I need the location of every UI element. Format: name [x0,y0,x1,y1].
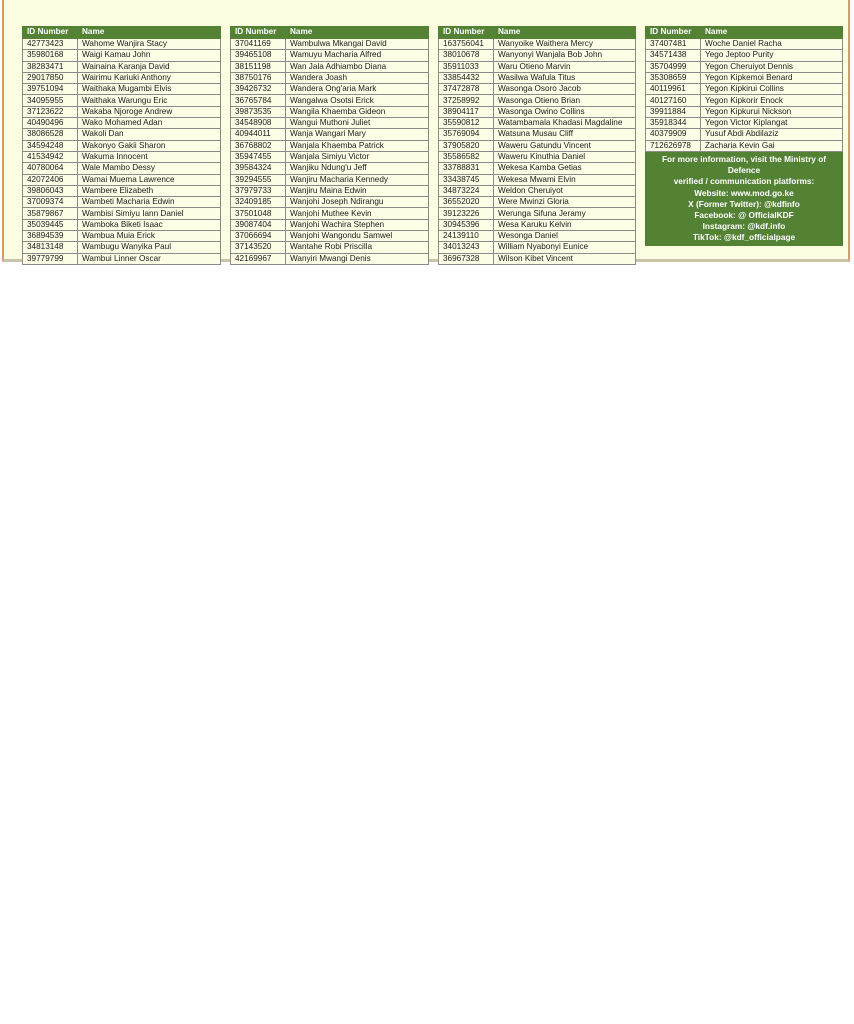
id-number-cell: 40379909 [646,129,701,140]
name-cell: Wakuma Innocent [78,151,221,162]
table-row [23,106,221,117]
name-cell: Yegon Cheruiyot Dennis [701,61,843,72]
name-cell: Wantahe Robi Priscilla [286,242,429,253]
table-row [646,72,843,83]
table-row [231,163,429,174]
id-number-cell: 37501048 [231,208,286,219]
name-cell: Wairimu Kariuki Anthony [78,72,221,83]
table-row [646,118,843,129]
id-number-cell: 35911033 [439,61,494,72]
table-row [23,163,221,174]
table-row [439,106,636,117]
table-row [439,61,636,72]
name-cell: Wambere Elizabeth [78,185,221,196]
table-row [439,242,636,253]
id-number-cell: 35586582 [439,151,494,162]
id-number-cell: 34013243 [439,242,494,253]
table-row [23,61,221,72]
id-number-cell: 34548908 [231,118,286,129]
table-row [23,185,221,196]
name-cell: Werunga Sifuna Jeramy [494,208,636,219]
id-number-cell: 34571438 [646,50,701,61]
name-cell: Yegon Kipkurui Nickson [701,106,843,117]
id-number-cell: 39294555 [231,174,286,185]
name-cell: Wasilwa Wafula Titus [494,72,636,83]
name-cell: Wainaina Karanja David [78,61,221,72]
id-number-cell: 35590812 [439,118,494,129]
table-row [23,140,221,151]
table-row [439,118,636,129]
id-number-cell: 33788831 [439,163,494,174]
name-cell: William Nyabonyi Eunice [494,242,636,253]
table-row [231,174,429,185]
id-number-cell: 39806043 [23,185,78,196]
id-number-cell: 36765784 [231,95,286,106]
name-cell: Wako Mohamed Adan [78,118,221,129]
table-row [231,39,429,50]
table-row [231,129,429,140]
name-cell: Wambui Linner Oscar [78,253,221,264]
name-cell: Wakaba Njoroge Andrew [78,106,221,117]
info-instagram: Instagram: @kdf.info [702,221,786,232]
name-cell: Wandera Ong'aria Mark [286,84,429,95]
name-cell: Wambisi Simiyu Iann Daniel [78,208,221,219]
table-row [231,197,429,208]
name-cell: Wangui Muthoni Juliet [286,118,429,129]
name-cell: Wanjohi Wangondu Samwel [286,231,429,242]
table-row [23,208,221,219]
id-number-cell: 37066694 [231,231,286,242]
name-table-4 [645,26,843,246]
id-number-cell: 34594248 [23,140,78,151]
id-number-cell: 39779799 [23,253,78,264]
name-cell: Wanyiri Mwangi Denis [286,253,429,264]
name-cell: Wasonga Otieno Brian [494,95,636,106]
id-number-cell: 24139110 [439,231,494,242]
name-cell: Wambeti Macharia Edwin [78,197,221,208]
table-row [23,174,221,185]
id-number-cell: 37407481 [646,39,701,50]
id-number-cell: 35308659 [646,72,701,83]
name-cell: Wangila Khaemba Gideon [286,106,429,117]
name-cell: Yegon Kipkirui Collins [701,84,843,95]
name-cell: Wanjala Khaemba Patrick [286,140,429,151]
name-cell: Wambua Muia Erick [78,231,221,242]
id-number-cell: 163756041 [439,39,494,50]
id-number-cell: 38086528 [23,129,78,140]
name-table-2 [230,26,429,265]
name-cell: Woche Daniel Racha [701,39,843,50]
name-cell: Wan Jala Adhiambo Diana [286,61,429,72]
table-row [231,231,429,242]
id-number-cell: 39087404 [231,219,286,230]
name-cell: Wesa Karuku Kelvin [494,219,636,230]
table-row [231,84,429,95]
info-twitter: X (Former Twitter): @kdfinfo [688,198,800,209]
name-cell: Yegon Victor Kiplangat [701,118,843,129]
name-cell: Wamuyu Macharia Alfred [286,50,429,61]
id-number-cell: 35704999 [646,61,701,72]
id-number-cell: 39584324 [231,163,286,174]
table-row [439,253,636,264]
name-cell: Waithaka Mugambi Elvis [78,84,221,95]
info-facebook: Facebook: @ OfficialKDF [694,209,794,220]
name-cell: Wahome Wanjira Stacy [78,39,221,50]
name-header: Name [494,27,636,39]
name-cell: Yegon Kipkorir Enock [701,95,843,106]
id-number-cell: 38010678 [439,50,494,61]
info-tiktok: TikTok: @kdf_officialpage [692,232,796,243]
name-cell: Weldon Cheruiyot [494,185,636,196]
records-table [645,26,843,152]
id-number-cell: 34873224 [439,185,494,196]
table-header-row [231,27,429,39]
id-number-cell: 37123622 [23,106,78,117]
info-line-2: verified / communication platforms: [673,176,815,187]
table-row [439,129,636,140]
name-cell: Zacharia Kevin Gai [701,140,843,151]
id-number-cell: 30945396 [439,219,494,230]
name-cell: Waigi Kamau John [78,50,221,61]
table-header-row [646,27,843,39]
table-row [23,72,221,83]
id-number-cell: 35980168 [23,50,78,61]
table-row [231,50,429,61]
table-row [23,129,221,140]
name-cell: Wangalwa Osotsi Erick [286,95,429,106]
name-cell: Wanjohi Wachira Stephen [286,219,429,230]
id-number-cell: 32409185 [231,197,286,208]
table-row [439,163,636,174]
name-cell: Watsuna Musau Cliff [494,129,636,140]
table-row [439,151,636,162]
name-cell: Were Mwinzi Gloria [494,197,636,208]
table-row [23,242,221,253]
id-number-cell: 40119961 [646,84,701,95]
id-number-header: ID Number [231,27,286,39]
table-row [231,185,429,196]
id-number-cell: 36894539 [23,231,78,242]
table-row [231,140,429,151]
id-number-cell: 37143520 [231,242,286,253]
table-row [646,129,843,140]
name-cell: Wambulwa Mkangai David [286,39,429,50]
id-number-cell: 39911884 [646,106,701,117]
name-cell: Wanja Wangari Mary [286,129,429,140]
id-number-cell: 39465108 [231,50,286,61]
table-row [23,84,221,95]
name-cell: Wamboka Biketi Isaac [78,219,221,230]
table-row [646,140,843,151]
info-box [645,152,843,246]
name-cell: Wanyoike Waithera Mercy [494,39,636,50]
id-number-cell: 42169967 [231,253,286,264]
table-row [439,208,636,219]
table-row [439,231,636,242]
id-number-header: ID Number [646,27,701,39]
id-number-cell: 37041169 [231,39,286,50]
table-row [231,219,429,230]
id-number-cell: 42072406 [23,174,78,185]
id-number-header: ID Number [23,27,78,39]
table-row [646,61,843,72]
id-number-cell: 37472878 [439,84,494,95]
name-cell: Wakonyo Gakii Sharon [78,140,221,151]
table-row [23,151,221,162]
name-cell: Wekesa Mwami Elvin [494,174,636,185]
name-cell: Yego Jeptoo Purity [701,50,843,61]
table-row [23,95,221,106]
table-row [439,72,636,83]
table-row [646,95,843,106]
table-row [646,50,843,61]
id-number-cell: 39751094 [23,84,78,95]
records-table [438,26,636,265]
name-cell: Wamai Muema Lawrence [78,174,221,185]
name-cell: Wale Mambo Dessy [78,163,221,174]
table-row [23,219,221,230]
name-cell: Watambamala Khadasi Magdaline [494,118,636,129]
id-number-cell: 40127160 [646,95,701,106]
name-table-3 [438,26,636,265]
name-cell: Wanyonyi Wanjala Bob John [494,50,636,61]
table-row [231,208,429,219]
info-line-1: For more information, visit the Ministry of Defence [661,153,827,176]
name-cell: Wanjiru Macharia Kennedy [286,174,429,185]
table-row [646,39,843,50]
table-row [23,118,221,129]
id-number-cell: 36967328 [439,253,494,264]
name-cell: Wakoli Dan [78,129,221,140]
name-cell: Wekesa Kamba Getias [494,163,636,174]
info-website: Website: www.mod.go.ke [694,187,794,198]
name-header: Name [78,27,221,39]
table-row [439,140,636,151]
table-row [439,197,636,208]
name-cell: Wesonga Daniel [494,231,636,242]
table-row [231,106,429,117]
name-cell: Wasonga Owino Collins [494,106,636,117]
id-number-cell: 36552020 [439,197,494,208]
table-row [231,61,429,72]
id-number-cell: 40490496 [23,118,78,129]
id-number-header: ID Number [439,27,494,39]
table-row [23,50,221,61]
name-cell: Wilson Kibet Vincent [494,253,636,264]
name-cell: Yusuf Abdi Abdilaziz [701,129,843,140]
name-cell: Yegon Kipkemoi Benard [701,72,843,83]
name-cell: Wasonga Osoro Jacob [494,84,636,95]
name-cell: Wambugu Wanyika Paul [78,242,221,253]
name-cell: Waweru Gatundu Vincent [494,140,636,151]
id-number-cell: 35947455 [231,151,286,162]
name-cell: Waru Otieno Marvin [494,61,636,72]
records-table [22,26,221,265]
table-row [439,95,636,106]
id-number-cell: 42773423 [23,39,78,50]
id-number-cell: 29017850 [23,72,78,83]
records-table [230,26,429,265]
table-row [439,174,636,185]
name-header: Name [286,27,429,39]
table-row [646,106,843,117]
name-cell: Wanjohi Joseph Ndirangu [286,197,429,208]
table-header-row [439,27,636,39]
table-row [231,242,429,253]
id-number-cell: 35879867 [23,208,78,219]
id-number-cell: 35918344 [646,118,701,129]
id-number-cell: 35769094 [439,129,494,140]
table-row [439,50,636,61]
id-number-cell: 40780064 [23,163,78,174]
id-number-cell: 37905820 [439,140,494,151]
id-number-cell: 39873535 [231,106,286,117]
id-number-cell: 39426732 [231,84,286,95]
id-number-cell: 33854432 [439,72,494,83]
table-row [439,185,636,196]
table-row [23,253,221,264]
table-row [439,219,636,230]
id-number-cell: 34095955 [23,95,78,106]
id-number-cell: 36768802 [231,140,286,151]
name-cell: Wandera Joash [286,72,429,83]
table-row [231,151,429,162]
id-number-cell: 38750176 [231,72,286,83]
table-row [439,84,636,95]
name-cell: Wanjohi Muthee Kevin [286,208,429,219]
name-header: Name [701,27,843,39]
id-number-cell: 40944011 [231,129,286,140]
name-cell: Wanjala Simiyu Victor [286,151,429,162]
table-row [231,118,429,129]
table-row [231,72,429,83]
table-row [23,231,221,242]
name-cell: Wanjiru Maina Edwin [286,185,429,196]
id-number-cell: 35039445 [23,219,78,230]
id-number-cell: 34813148 [23,242,78,253]
table-row [23,197,221,208]
id-number-cell: 38283471 [23,61,78,72]
id-number-cell: 33438745 [439,174,494,185]
document-sheet [2,0,850,262]
id-number-cell: 41534942 [23,151,78,162]
name-cell: Wanjiku Ndung'u Jeff [286,163,429,174]
name-cell: Waithaka Warungu Eric [78,95,221,106]
table-row [439,39,636,50]
id-number-cell: 37979733 [231,185,286,196]
table-row [646,84,843,95]
name-cell: Waweru Kinuthia Daniel [494,151,636,162]
id-number-cell: 37009374 [23,197,78,208]
id-number-cell: 38904117 [439,106,494,117]
id-number-cell: 712626978 [646,140,701,151]
table-header-row [23,27,221,39]
id-number-cell: 38151198 [231,61,286,72]
table-row [231,253,429,264]
table-row [231,95,429,106]
id-number-cell: 37258992 [439,95,494,106]
id-number-cell: 39123226 [439,208,494,219]
table-row [23,39,221,50]
name-table-1 [22,26,221,265]
